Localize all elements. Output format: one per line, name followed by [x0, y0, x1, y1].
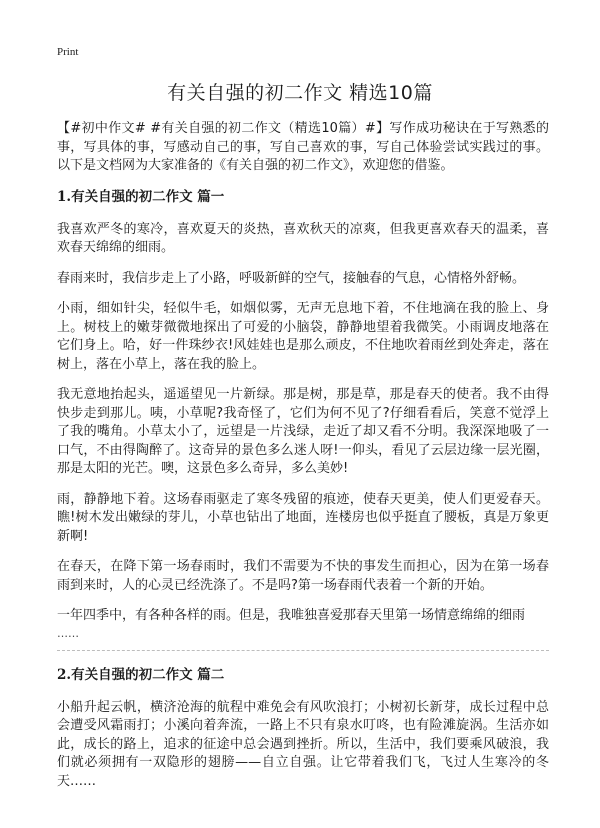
section-heading: 1.有关自强的初二作文 篇一	[57, 188, 225, 205]
paragraph: 春雨来时，我信步走上了小路，呼吸新鲜的空气，接触春的气息，心情格外舒畅。	[57, 270, 526, 286]
paragraph: 在春天，在降下第一场春雨时，我们不需要为不快的事发生而担心，因为在第一场春雨到来时，人的心灵已经洗涤了。不是吗?第一场春雨代表着一个新的开始。	[57, 559, 549, 593]
paragraph: 小船升起云帆，横济沧海的航程中难免会有风吹浪打；小树初长新芽，成长过程中总会遭受风霜雨打；小溪向着奔流，一路上不只有泉水叮咚，也有险滩旋涡。生活亦如此，成长的路上，追求的征途中总会遇到挫折。所以，生活中，我们要乘风破浪，我们就必须拥有一双隐形的翅膀——自立自强。让它带着我们飞，飞过人生寒冷的冬天……	[57, 699, 549, 789]
article-body	[57, 120, 549, 803]
section-divider	[57, 650, 549, 651]
page-title: 有关自强的初二作文 精选10篇	[167, 82, 433, 104]
section-heading: 2.有关自强的初二作文 篇二	[57, 666, 225, 683]
intro-paragraph: 【#初中作文# #有关自强的初二作文（精选10篇）#】写作成功秘诀在于写熟悉的事，写具体的事，写感动自己的事，写自己喜欢的事，写自己体验尝试实践过的事。以下是文档网为大家准备的《有关自强的初二作文》，欢迎您的借鉴。	[57, 121, 549, 173]
ellipsis: ……	[57, 626, 79, 640]
paragraph: 我喜欢严冬的寒冷，喜欢夏天的炎热，喜欢秋天的凉爽，但我更喜欢春天的温柔，喜欢春天绵绵的细雨。	[57, 221, 549, 255]
paragraph: 我无意地抬起头，遥遥望见一片新绿。那是树，那是草，那是春天的使者。我不由得快步走到那儿。咦，小草呢?我奇怪了，它们为何不见了?仔细看看后，笑意不觉浮上了我的嘴角。小草太小了，远望是一片浅绿，走近了却又看不分明。我深深地吸了一口气，不由得陶醉了。这奇异的景色多么迷人呀!一仰头，看见了云层边缘一层光圈，那是太阳的光芒。噢，这景色多么奇异，多么美妙!	[57, 387, 549, 476]
section-1	[57, 187, 549, 640]
paragraph: 小雨，细如针尖，轻似牛毛，如烟似雾，无声无息地下着，不住地滴在我的脸上、身上。树枝上的嫩芽微微地探出了可爱的小脑袋，静静地望着我微笑。小雨调皮地落在它们身上。哈，好一件珠纱衣!风娃娃也是那么顽皮，不住地吹着雨丝到处奔走，落在树上，落在小草上，落在我的脸上。	[57, 301, 549, 372]
print-link[interactable]: Print	[57, 46, 79, 58]
paragraph: 一年四季中，有各种各样的雨。但是，我唯独喜爱那春天里第一场情意绵绵的细雨	[57, 608, 526, 623]
paragraph: 雨，静静地下着。这场春雨驱走了寒冬残留的痕迹，使春天更美，使人们更爱春天。瞧!树木发出嫩绿的芽儿，小草也钻出了地面，连楼房也似乎挺直了腰板，真是万象更新啊!	[57, 491, 549, 544]
section-2	[57, 665, 549, 792]
